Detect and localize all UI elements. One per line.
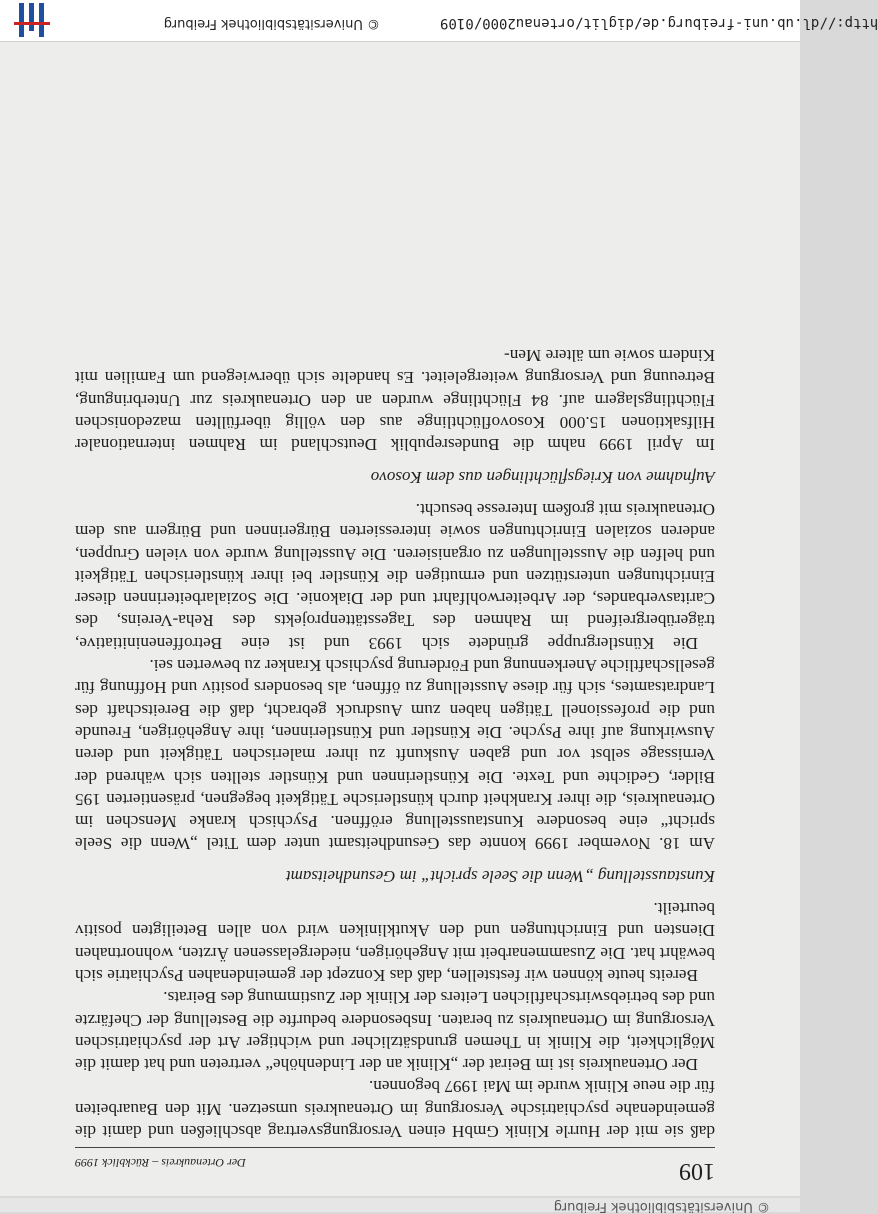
page-body [75,344,715,1142]
paragraph: Im April 1999 nahm die Bundesrepublik Deutschland im Rahmen internationaler Hilfsaktionen 15.000 Kosovoflüchtlinge aus den völlig überfüllten mazedonischen Flüchtlingslagern auf. 84 Flüchtlinge wurden an den Ortenaukreis zur Unterbringung, Betreuung und Versorgung weitergeleitet. Es handelte sich überwiegend um Familien mit Kindern sowie um ältere Men- [75,346,715,455]
library-credit-top: © Universitätsbibliothek Freiburg [553,1199,770,1214]
page-number: 109 [679,1158,715,1184]
scan-footer [0,0,878,42]
paragraph: Der Ortenaukreis ist im Beirat der „Klinik an der Lindenhöhe“ vertreten und hat damit die Möglichkeit, die Klinik in Themen grundsätzlicher und wichtiger Art der psychiatrischen Versorgung im Ortenaukreis zu beraten. Insbesondere bedurfte die Bestellung der Chefärzte und des betriebswirtschaftlichen Leiters der Klinik der Zustimmung des Beirats. [75,988,715,1075]
section-heading: Kunstausstellung „Wenn die Seele spricht“ im Gesundheitsamt [285,866,715,886]
scan-top-strip [0,1198,800,1212]
paragraph: Bereits heute können wir feststellen, daß das Konzept der gemeindenahen Psychiatrie sich bewährt hat. Die Zusammenarbeit mit Angehörigen, niedergelassenen Ärzten, wohnortnahen Diensten und Einrichtungen und den Akutkliniken wird von allen Beteiligten positiv beurteilt. [75,899,715,985]
running-header [75,1147,715,1184]
source-url[interactable]: http://dl.ub.uni-freiburg.de/diglit/ortenau2000/0109 [440,15,878,31]
paragraph: daß sie mit der Hurrle Klinik GmbH einen Versorgungsvertrag abschließen und damit die gemeindenahe psychiatrische Versorgung im Ortenaukreis umsetzen. Mit den Bauarbeiten für die neue Klinik wurde im Mai 1997 begonnen. [75,1077,715,1141]
running-title: Der Ortenaukreis – Rückblick 1999 [75,1156,246,1170]
library-logo-icon [10,0,50,41]
paragraph: Am 18. November 1999 konnte das Gesundheitsamt unter dem Titel „Wenn die Seele spricht“ eine besondere Kunstausstellung eröffnen. Psychisch kranke Menschen im Ortenaukreis, die ihrer Krankheit durch künstlerische Tätigkeit begegnen, präsentierten 195 Bilder, Gedichte und Texte. Die Künstlerinnen und Künstler stellten sich während der Vernissage selbst vor und gaben Auskunft zu ihrer malerischen Tätigkeit und deren Auswirkung auf ihre Psyche. Die Künstler und Künstlerinnen, ihre Angehörigen, Freunde und die professionell Tätigen haben zum Ausdruck gebracht, daß die Bereitschaft des Landratsamtes, sich für diese Ausstellung zu öffnen, als besonders positiv und Hoffnung für gesellschaftliche Anerkennung und Förderung psychisch Kranker zu bewerten sei. [75,656,715,854]
section-heading: Aufnahme von Kriegsflüchtlingen aus dem Kosovo [370,467,715,487]
paragraph: Die Künstlergruppe gründete sich 1993 und ist eine Betroffeneninitiative, trägerübergreifend im Rahmen des Tagesstättenprojekts des Reha-Vereins, des Caritasverbandes, der Arbeiterwohlfahrt und der Diakonie. Die Sozialarbeiterinnen dieser Einrichtungen unterstützen und ermutigen die Künstler bei ihrer künstlerischen Tätigkeit und helfen die Ausstellungen zu organisieren. Die Ausstellung wurde von vielen Gruppen, anderen sozialen Einrichtungen sowie interessierten Bürgerinnen und Bürgern aus dem Ortenaukreis mit großem Interesse besucht. [75,499,715,653]
book-page [0,42,800,1196]
library-credit-bottom: © Universitätsbibliothek Freiburg [163,16,380,31]
